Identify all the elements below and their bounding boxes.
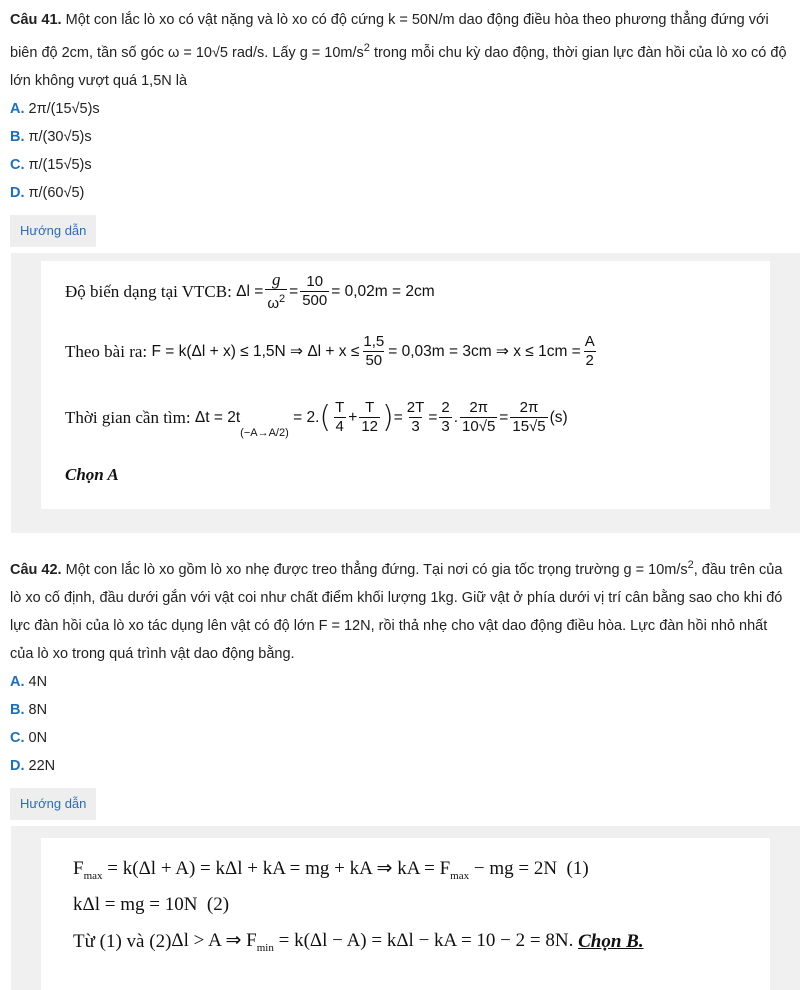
question-42-options [10,668,794,780]
solution-41-line-3: Thời gian cần tìm: Δt = 2t (−A→A/2) = 2. ( $\frac{T}{4}$ + $\frac{T}{12}$ ) = $\frac{2T}{3}$ = $\frac{2}{3}$ . $\frac{2\pi}{10√5}$ = $\frac{2\pi}{15√5}$ (s) [65,399,568,439]
question-41-text: Câu 41. Một con lắc lò xo có vật nặng và lò xo có độ cứng k = 50N/m dao động điều hòa theo phương thẳng đứng với biên độ 2cm, tần số góc ω = 10√5 rad/s. Lấy $g = 10m/s^2$ trong mỗi chu kỳ dao động, thời gian lực đàn hồi của lò xo có độ lớn không vượt quá 1,5N là [10,12,787,89]
solution-42-line-1: $F_{max} = k(\Delta l + A) = k\Delta l$ + kA = mg + kA ⇒ kA = $F_{max}$ − mg = 2N (1) [73,858,589,883]
solution-41-line-1: Độ biến dạng tại VTCB: Δl = $\frac{g}{\omega^2}$ = $\frac{10}{500}$ = 0,02m = 2cm [65,269,435,312]
option-b[interactable]: B. π/(30√5)s [10,128,92,145]
option-d[interactable]: D. 22N [10,757,56,774]
option-c[interactable]: C. 0N [10,729,48,746]
solution-41-conclusion: Chọn A [65,464,119,484]
question-42-label: Câu 42. [10,561,62,578]
question-42 [10,533,794,820]
solution-41-line-2: Theo bài ra: F = k(Δl + x) ≤ 1,5N ⇒ Δl + x ≤ $\frac{1,5}{50}$ = 0,03m = 3cm ⇒ x ≤ 1cm = $\frac{A}{2}$ [65,333,595,370]
option-c[interactable]: C. π/(15√5)s [10,156,92,173]
question-42-text: Câu 42. Một con lắc lò xo gồm lò xo nhẹ được treo thẳng đứng. Tại nơi có gia tốc trọng trường $g = 10m/s^2$, đầu trên của lò xo cố định, đầu dưới gắn với vật coi như chất điểm khối lượng 1kg. Giữ vật ở phía dưới vị trí cân bằng sao cho khi đó lực đàn hồi của lò xo tác dụng lên vật có độ lớn F = 12N, rồi thả nhẹ cho vật dao động điều hòa. Lực đàn hồi nhỏ nhất của lò xo trong quá trình vật dao động bằng. [10,558,783,662]
question-41-options [10,95,794,207]
option-a[interactable]: A. 2π/(15√5)s [10,100,100,117]
hint-button-41[interactable]: Hướng dẫn [10,215,96,247]
question-41 [10,0,794,247]
question-41-label: Câu 41. [10,12,62,28]
solution-41 [11,253,800,533]
option-a[interactable]: A. 4N [10,673,48,690]
hint-button-42[interactable]: Hướng dẫn [10,788,96,820]
solution-42-line-3: Từ (1) và (2) Δl > A ⇒ $F_{min} = k(\Delta l - A) = k\Delta l$ − kA = 10 − 2 = 8N. Chọn B. [73,930,644,955]
option-d[interactable]: D. π/(60√5) [10,184,85,201]
option-b[interactable]: B. 8N [10,701,48,718]
solution-42 [11,826,800,990]
solution-42-line-2: kΔl = mg = 10N (2) [73,893,230,915]
